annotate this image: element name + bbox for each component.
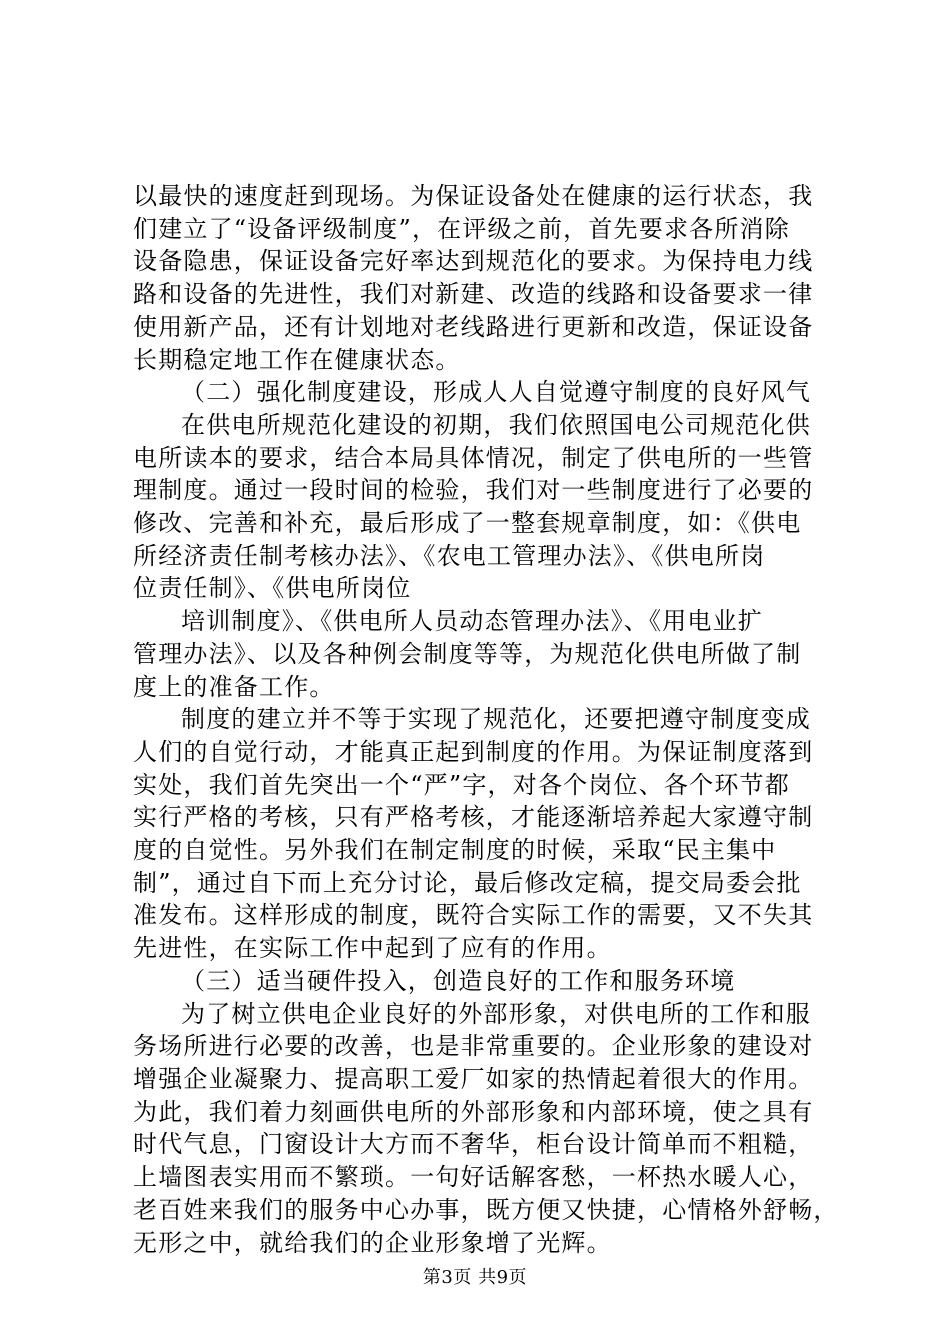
body-line: 人们的自觉行动，才能真正起到制度的作用。为保证制度落到 <box>133 737 814 766</box>
body-line: 理制度。通过一段时间的检验，我们对一些制度进行了必要的 <box>133 476 814 505</box>
body-line: 电所读本的要求，结合本局具体情况，制定了供电所的一些管 <box>133 443 814 472</box>
body-line: 增强企业凝聚力、提高职工爱厂如家的热情起着很大的作用。 <box>133 1064 814 1093</box>
body-line: 为此，我们着力刻画供电所的外部形象和内部环境，使之具有 <box>133 1097 814 1126</box>
body-line: 修改、完善和补充，最后形成了一整套规章制度，如：《供电 <box>133 509 802 538</box>
body-line: 们建立了“设备评级制度”，在评级之前，首先要求各所消除 <box>133 214 790 243</box>
body-line: 准发布。这样形成的制度，既符合实际工作的需要，又不失其 <box>133 901 814 930</box>
section-heading-2: （二）强化制度建设，形成人人自觉遵守制度的良好风气 <box>181 378 811 407</box>
page-number-footer: 第3页 共9页 <box>422 1267 528 1288</box>
body-line: 度上的准备工作。 <box>133 672 335 701</box>
body-line: 制”，通过自下而上充分讨论，最后修改定稿，提交局委会批 <box>133 868 802 897</box>
body-line: 时代气息，门窗设计大方而不奢华，柜台设计简单而不粗糙， <box>133 1130 814 1159</box>
body-line: 度的自觉性。另外我们在制定制度的时候，采取“民主集中 <box>133 836 777 865</box>
body-line: 制度的建立并不等于实现了规范化，还要把遵守制度变成 <box>181 705 811 734</box>
body-line: 使用新产品，还有计划地对老线路进行更新和改造，保证设备 <box>133 312 814 341</box>
body-line: 为了树立供电企业良好的外部形象，对供电所的工作和服 <box>181 999 811 1028</box>
body-line: 务场所进行必要的改善，也是非常重要的。企业形象的建设对 <box>133 1032 814 1061</box>
body-line: 以最快的速度赶到现场。为保证设备处在健康的运行状态，我 <box>133 182 814 210</box>
body-line: 老百姓来我们的服务中心办事，既方便又快捷，心情格外舒畅， <box>133 1195 839 1224</box>
body-line: 设备隐患，保证设备完好率达到规范化的要求。为保持电力线 <box>133 247 814 276</box>
document-body <box>133 180 839 1259</box>
body-line: 所经济责任制考核办法》、《农电工管理办法》、《供电所岗 <box>133 541 766 570</box>
body-line: 培训制度》、《供电所人员动态管理办法》、《用电业扩 <box>181 607 763 636</box>
body-line: 无形之中，就给我们的企业形象增了光辉。 <box>133 1228 612 1257</box>
body-line: 在供电所规范化建设的初期，我们依照国电公司规范化供 <box>181 410 811 439</box>
body-line: 实处，我们首先突出一个“严”字，对各个岗位、各个环节都 <box>133 770 790 799</box>
body-line: 先进性，在实际工作中起到了应有的作用。 <box>133 934 612 963</box>
body-line: 上墙图表实用而不繁琐。一句好话解客愁，一杯热水暖人心， <box>133 1163 814 1192</box>
section-heading-3: （三）适当硬件投入，创造良好的工作和服务环境 <box>181 966 736 995</box>
body-line: 实行严格的考核，只有严格考核，才能逐渐培养起大家遵守制 <box>133 803 814 832</box>
body-line: 长期稳定地工作在健康状态。 <box>133 345 461 374</box>
body-line: 路和设备的先进性，我们对新建、改造的线路和设备要求一律 <box>133 280 814 309</box>
body-line: 位责任制》、《供电所岗位 <box>133 574 412 603</box>
body-line: 管理办法》、以及各种例会制度等等，为规范化供电所做了制 <box>133 639 802 668</box>
